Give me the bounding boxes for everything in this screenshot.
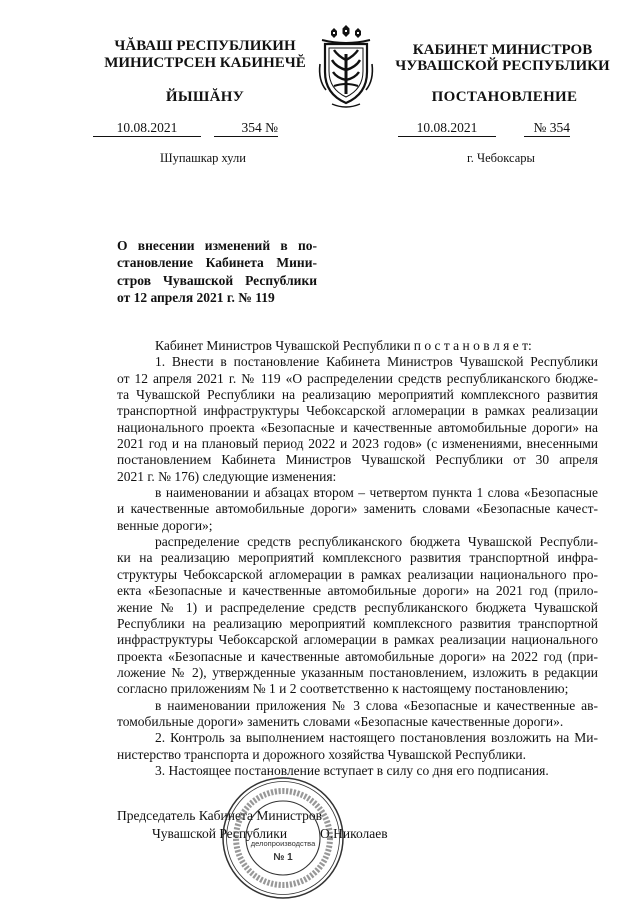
header-left-city: Шупашкар хули <box>160 151 246 165</box>
title-line: становление Кабинета Мини- <box>117 255 317 271</box>
header-left-number: 354 № <box>214 120 278 137</box>
header-right-date: 10.08.2021 <box>398 120 496 137</box>
header-left-doc-type: ЙЫШĂНУ <box>165 89 245 105</box>
signatory-position-line2: Чувашской Республики <box>152 826 288 841</box>
title-line: стров Чувашской Республики <box>117 272 317 288</box>
body-line: структуры Чебоксарской агломерации в рамках реализации национального про- <box>117 566 598 582</box>
body-line: согласно приложениям № 1 и 2 соответственно к настоящему постановлению; <box>117 681 569 697</box>
signatory-name: О.Николаев <box>320 826 388 841</box>
title-line: О внесении изменений в по- <box>117 238 317 253</box>
header-left-date: 10.08.2021 <box>93 120 201 137</box>
body-line: транспортной инфраструктуры Чебоксарской агломерации в рамках реализации <box>117 403 598 419</box>
body-line: екта «Безопасные и качественные автомобильные дороги» на 2021 год (прило- <box>117 583 598 599</box>
body-line: томобильные дороги» заменить словами «Безопасные качественные дороги». <box>117 713 564 729</box>
body-line: та Чувашской Республики на реализацию мероприятий комплексного развития <box>117 387 598 403</box>
body-line: и качественные автомобильные дороги» заменить словами «Безопасные качест- <box>117 501 598 517</box>
body-line: 1. Внести в постановление Кабинета Министров Чувашской Республики <box>155 354 598 370</box>
body-line: национального проекта «Безопасные и качественные автомобильные дороги» на <box>117 419 598 435</box>
header-right-line2: ЧУВАШСКОЙ РЕСПУБЛИКИ <box>395 58 610 74</box>
stamp-number: № 1 <box>273 852 293 863</box>
header-right-doc-type: ПОСТАНОВЛЕНИЕ <box>431 89 578 105</box>
body-line: 3. Настоящее постановление вступает в силу со дня его подписания. <box>155 762 549 778</box>
body-line: ложение № 2), утвержденные указанным постановлением, изложить в редакции <box>117 664 598 680</box>
body-line: инфраструктуры Чебоксарской агломерации в рамках реализации национального <box>117 632 598 648</box>
title-line: от 12 апреля 2021 г. № 119 <box>117 289 275 305</box>
body-line: Кабинет Министров Чувашской Республики п о с т а н о в л я е т: <box>155 338 532 353</box>
signatory-position-line1: Председатель Кабинета Министров <box>117 808 322 823</box>
stamp-inner-text: делопроизводства <box>250 839 316 848</box>
body-line: ки на реализацию мероприятий комплексного развития транспортной инфра- <box>117 550 598 566</box>
header-right-line1: КАБИНЕТ МИНИСТРОВ <box>412 42 593 58</box>
body-line: венные дороги»; <box>117 517 213 533</box>
header-left-line2: МИНИСТРСЕН КАБИНЕЧĔ <box>104 55 306 71</box>
body-line: от 12 апреля 2021 г. № 119 «О распределении средств республиканского бюдже- <box>117 370 598 386</box>
body-line: нистерство транспорта и дорожного хозяйства Чувашской Республики. <box>117 746 527 762</box>
header-left-line1: ЧĂВАШ РЕСПУБЛИКИН <box>114 38 296 54</box>
body-line: 2. Контроль за выполнением настоящего постановления возложить на Ми- <box>155 730 598 746</box>
body-line: 2021 г. № 176) следующие изменения: <box>117 468 337 484</box>
document-body <box>117 338 598 779</box>
document-title <box>117 237 317 306</box>
body-line: Республики на реализацию мероприятий комплексного развития транспортной <box>117 615 598 631</box>
body-line: 2021 год и на плановый период 2022 и 2023 годов» (с изменениями, внесенными <box>117 436 598 452</box>
round-seal-icon <box>221 776 345 900</box>
body-line: жение № 1) и распределение средств республиканского бюджета Чувашской <box>117 599 598 615</box>
body-line: проекта «Безопасные и качественные автомобильные дороги» на 2022 год (при- <box>117 648 598 664</box>
header-right-city: г. Чебоксары <box>467 151 535 165</box>
body-line: постановлением Кабинета Министров Чувашской Республики от 30 апреля <box>117 452 598 468</box>
body-line: распределение средств республиканского бюджета Чувашской Республи- <box>155 534 598 550</box>
body-line: в наименовании и абзацах втором – четвертом пункта 1 слова «Безопасные <box>155 485 598 501</box>
body-line: в наименовании приложения № 3 слова «Безопасные и качественные ав- <box>155 697 598 713</box>
header-right-number: № 354 <box>524 120 570 137</box>
coat-of-arms-icon <box>316 24 376 110</box>
